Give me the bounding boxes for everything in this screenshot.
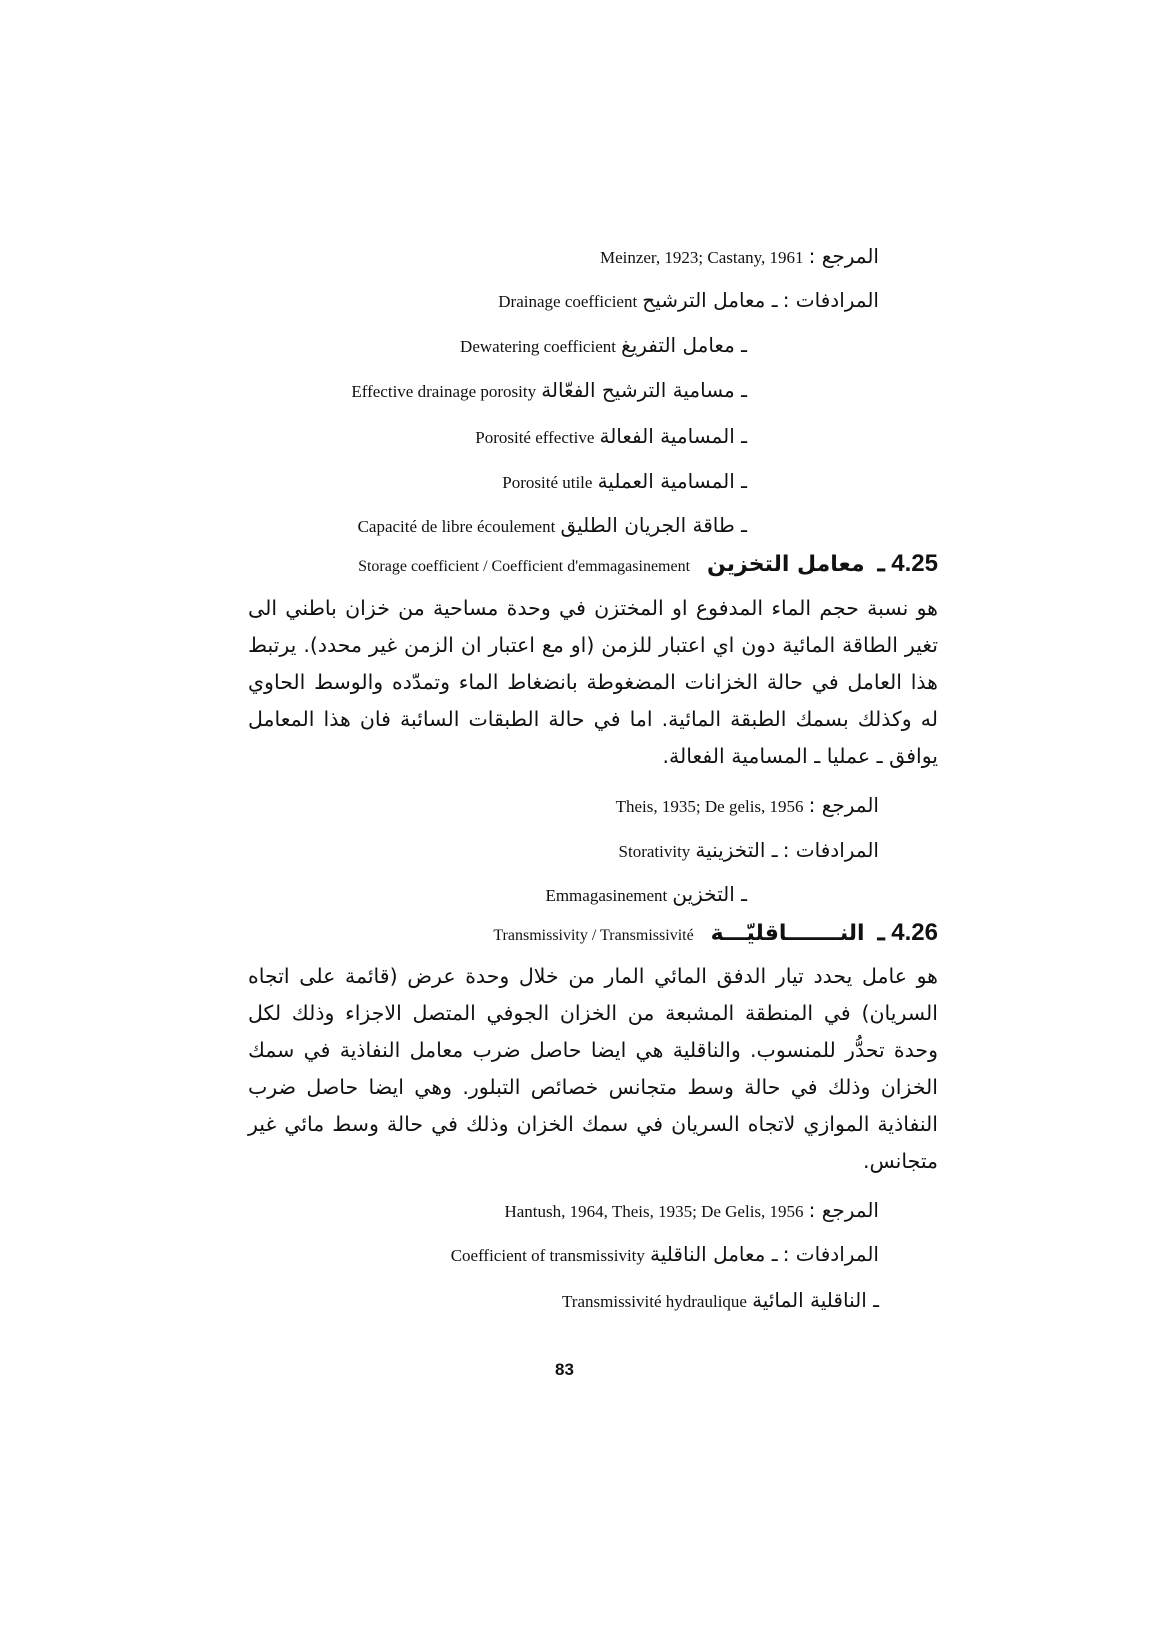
synonym-line	[350, 513, 747, 537]
synonym-latin: Emmagasinement	[545, 886, 668, 905]
reference-line	[592, 244, 879, 268]
entry-number: 4.25 ـ	[877, 550, 938, 577]
synonym-arabic: ـ معامل الترشيح	[642, 288, 778, 312]
synonym-line	[537, 882, 747, 906]
synonym-line	[343, 378, 747, 402]
synonym-line	[443, 1242, 879, 1266]
synonym-arabic: ـ المسامية الفعالة	[599, 424, 747, 448]
synonym-latin: Porosité effective	[475, 428, 595, 447]
entry-heading	[358, 549, 938, 578]
reference-label: المرجع :	[808, 793, 879, 817]
synonym-arabic: ـ معامل الناقلية	[650, 1242, 778, 1266]
entry-term: النـــــــاقليّـــة	[710, 921, 865, 946]
entry-heading	[493, 918, 938, 947]
synonym-arabic: ـ طاقة الجريان الطليق	[560, 513, 747, 537]
synonym-latin: Effective drainage porosity	[351, 382, 537, 401]
synonym-latin: Porosité utile	[502, 473, 593, 492]
synonym-arabic: ـ مسامية الترشيح الفعّالة	[541, 378, 747, 402]
synonym-latin: Dewatering coefficient	[460, 337, 616, 356]
page-number: 83	[555, 1360, 574, 1379]
entry-latin-term: Transmissivity / Transmissivité	[493, 927, 694, 944]
synonym-line	[611, 838, 879, 862]
synonym-latin: Transmissivité hydraulique	[562, 1292, 747, 1311]
entry-definition: هو نسبة حجم الماء المدفوع او المختزن في وحدة مساحية من خزان باطني الى تغير الطاقة المائية دون اي اعتبار للزمن (او مع اعتبار ان الزمن غير محدد). يرتبط هذا العامل في حالة الخزانات المضغوطة بانضغاط الماء وتمدّده والوسط الحاوي له وكذلك بسمك الطبقة المائية. اما في حالة الطبقات السائبة فان هذا المعامل يوافق ـ عمليا ـ المسامية الفعالة.	[248, 596, 938, 768]
synonym-arabic: ـ التخزين	[672, 882, 747, 906]
synonym-latin: Drainage coefficient	[498, 292, 638, 311]
synonym-latin: Capacité de libre écoulement	[357, 517, 556, 536]
entry-term: معامل التخزين	[707, 552, 865, 577]
synonym-line	[554, 1288, 879, 1312]
entry-number: 4.26 ـ	[877, 919, 938, 946]
synonym-latin: Storativity	[618, 842, 691, 861]
reference-label: المرجع :	[808, 1198, 879, 1222]
reference-line	[608, 793, 879, 817]
synonym-arabic: ـ الناقلية المائية	[752, 1288, 879, 1312]
synonyms-label: المرادفات :	[782, 1242, 879, 1266]
reference-line	[496, 1198, 879, 1222]
synonym-arabic: ـ المسامية العملية	[597, 469, 747, 493]
entry-latin-term: Storage coefficient / Coefficient d'emmagasinement	[358, 558, 691, 575]
synonym-line	[494, 469, 747, 493]
entry-definition: هو عامل يحدد تيار الدفق المائي المار من خلال وحدة عرض (قائمة على اتجاه السريان) في المنطقة المشبعة من الخزان الجوفي المتصل الاجزاء وذلك لكل وحدة تحدُّر للمنسوب. والناقلية هي ايضا حاصل ضرب معامل النفاذية في سمك الخزان وذلك في حالة وسط متجانس خصائص التبلور. وهي ايضا حاصل ضرب النفاذية الموازي لاتجاه السريان في سمك الخزان وذلك في حالة وسط مائي غير متجانس.	[248, 964, 938, 1173]
synonym-line	[467, 424, 747, 448]
synonyms-label: المرادفات :	[782, 288, 879, 312]
synonym-line	[490, 288, 879, 312]
synonyms-label: المرادفات :	[782, 838, 879, 862]
synonym-arabic: ـ معامل التفريغ	[621, 333, 747, 357]
reference-value: Theis, 1935; De gelis, 1956	[615, 797, 804, 816]
reference-label: المرجع :	[808, 244, 879, 268]
synonym-arabic: ـ التخزينية	[695, 838, 778, 862]
synonym-line	[452, 333, 747, 357]
reference-value: Hantush, 1964, Theis, 1935; De Gelis, 1956	[504, 1202, 804, 1221]
synonym-latin: Coefficient of transmissivity	[450, 1246, 645, 1265]
reference-value: Meinzer, 1923; Castany, 1961	[599, 248, 804, 267]
